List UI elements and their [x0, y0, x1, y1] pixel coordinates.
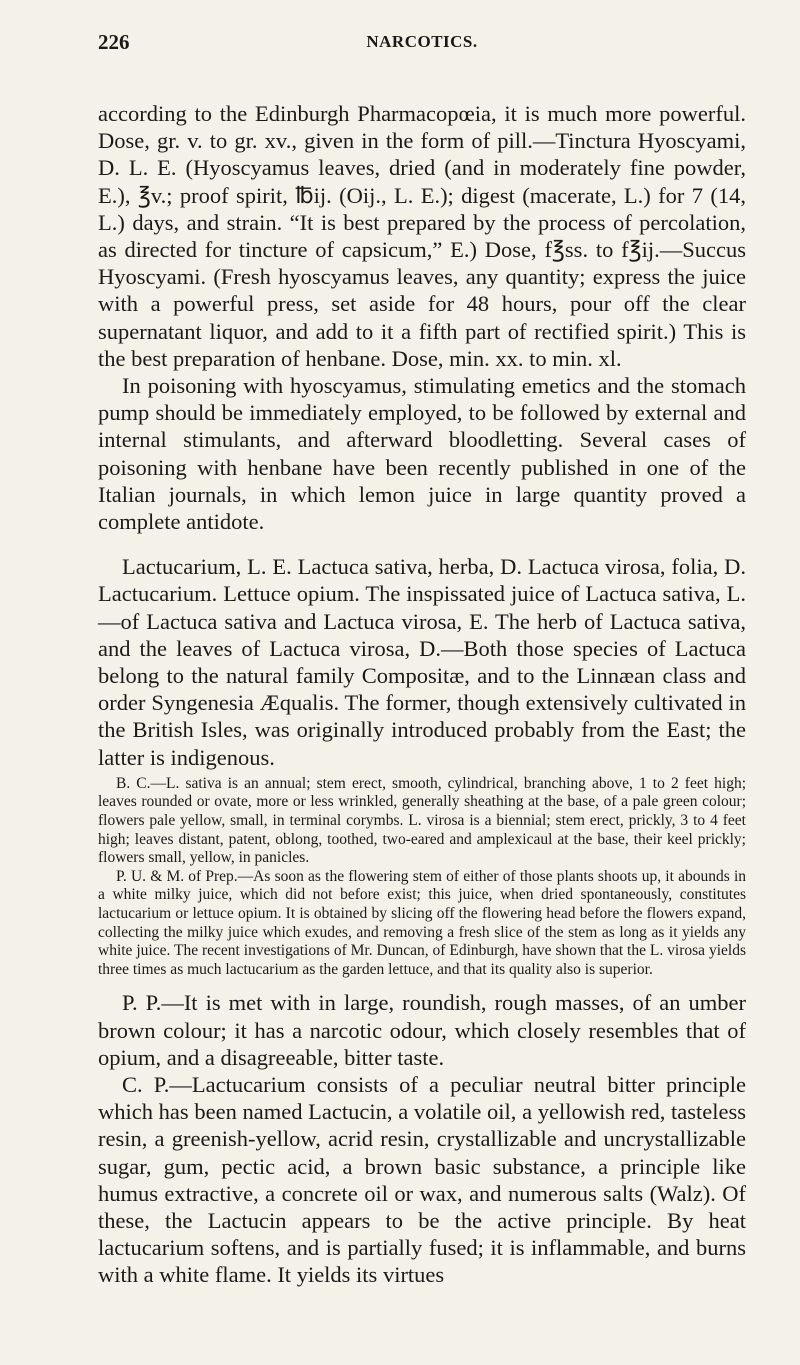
paragraph-physical-properties: P. P.—It is met with in large, roundish, rough masses, of an umber brown colour; it has a narcotic odour, which closely resembles that of opium, and a disagreeable, bitter taste.	[98, 990, 746, 1070]
paragraph-chemical-properties: C. P.—Lactucarium consists of a peculiar neutral bitter principle which has been named Lactucin, a volatile oil, a yellowish red, tasteless resin, a greenish-yellow, acrid resin, crystallizable and uncrystallizable sugar, gum, pectic acid, a brown basic substance, a principle like humus extractive, a concrete oil or wax, and numerous salts (Walz). Of these, the Lactucin appears to be the active principle. By heat lactucarium softens, and is partially fused; it is inflammable, and burns with a white flame. It yields its virtues	[98, 1072, 746, 1288]
paragraph-poisoning: In poisoning with hyoscyamus, stimulating emetics and the stomach pump should be immediately employed, to be followed by external and internal stimulants, and afterward bloodletting. Several cases of poisoning with henbane have been recently published in one of the Italian journals, in which lemon juice in large quantity proved a complete antidote.	[98, 373, 746, 535]
body-text	[98, 100, 746, 1289]
paragraph-lactucarium-heading: Lactucarium, L. E. Lactuca sativa, herba, D. Lactuca virosa, folia, D. Lactucarium. Lettuce opium. The inspissated juice of Lactuca sativa, L.—of Lactuca sativa and Lactuca virosa, E. The herb of Lactuca sativa, and the leaves of Lactuca virosa, D.—Both those species of Lactuca belong to the natural family Compositæ, and to the Linnæan class and order Syngenesia Æqualis. The former, though extensively cultivated in the British Isles, was originally introduced probably from the East; the latter is indigenous.	[98, 554, 746, 770]
page-number: 226	[98, 30, 130, 54]
running-head	[98, 18, 746, 58]
paragraph-preparation: P. U. & M. of Prep.—As soon as the flowering stem of either of those plants shoots up, it abounds in a white milky juice, which did not before exist; this juice, when dried spontaneously, constitutes lactucarium or lettuce opium. It is obtained by slicing off the flowering head before the flowers expand, collecting the milky juice which exudes, and removing a fresh slice of the stem as long as it yields any white juice. The recent investigations of Mr. Duncan, of Edinburgh, have shown that the L. virosa yields three times as much lactucarium as the garden lettuce, and that its quality also is superior.	[98, 867, 746, 978]
running-title: NARCOTICS.	[366, 32, 478, 51]
paragraph-tinctura-hyoscyami: according to the Edinburgh Pharmacopœia, it is much more powerful. Dose, gr. v. to gr. xv., given in the form of pill.—Tinctura Hyoscyami, D. L. E. (Hyoscyamus leaves, dried (and in moderately fine powder, E.), ℥v.; proof spirit, ℔ij. (Oij., L. E.); digest (macerate, L.) for 7 (14, L.) days, and strain. “It is best prepared by the process of percolation, as directed for tincture of capsicum,” E.) Dose, f℥ss. to f℥ij.—Succus Hyoscyami. (Fresh hyoscyamus leaves, any quantity; express the juice with a powerful press, set aside for 48 hours, pour off the clear supernatant liquor, and add to it a fifth part of rectified spirit.) This is the best preparation of henbane. Dose, min. xx. to min. xl.	[98, 101, 746, 371]
paragraph-botanical-characters: B. C.—L. sativa is an annual; stem erect, smooth, cylindrical, branching above, 1 to 2 feet high; leaves rounded or ovate, more or less wrinkled, generally sheathing at the base, of a pale green colour; flowers pale yellow, small, in terminal corymbs. L. virosa is a biennial; stem erect, prickly, 3 to 4 feet high; leaves distant, patent, oblong, toothed, two-eared and amplexicaul at the base, their keel prickly; flowers small, yellow, in panicles.	[98, 774, 746, 867]
